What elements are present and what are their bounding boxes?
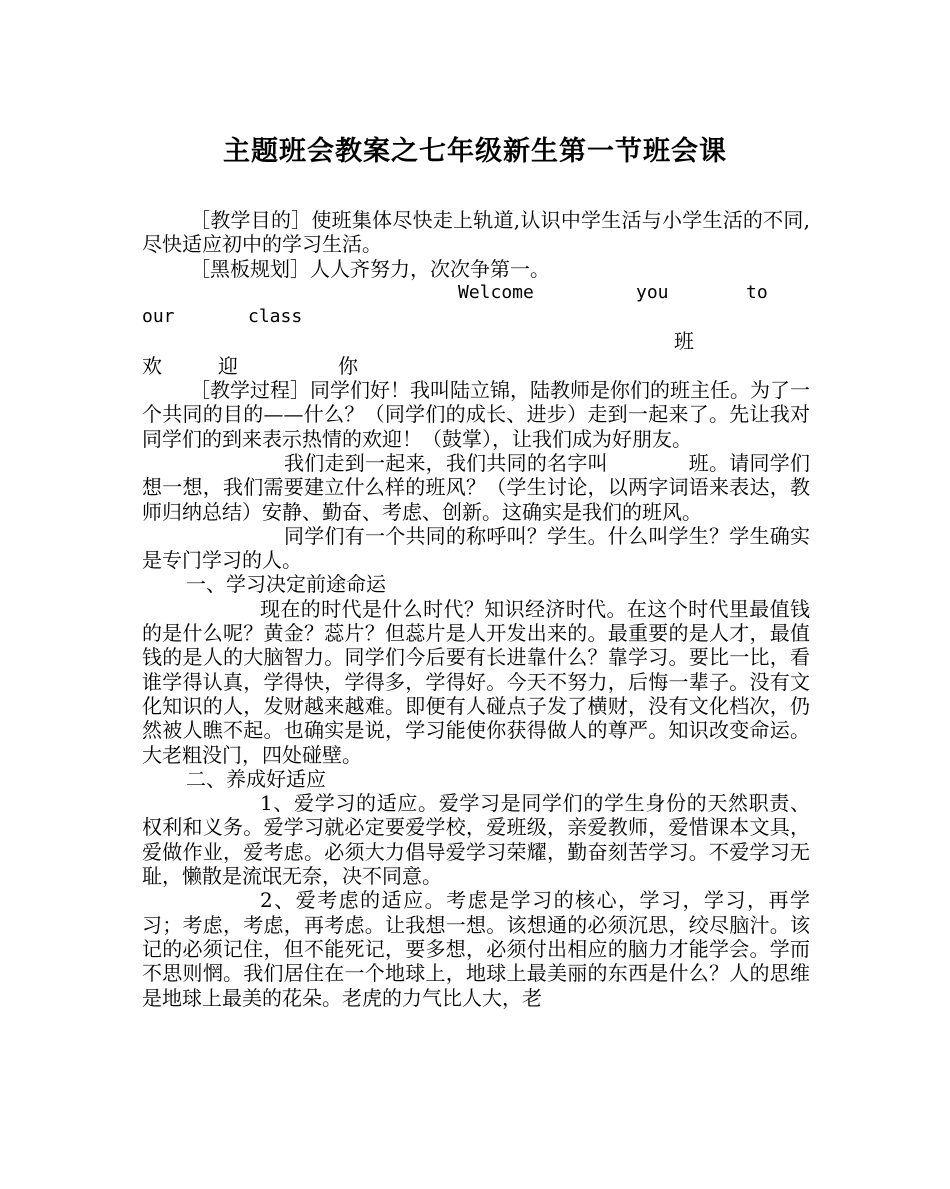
- board-chinese-line-2: [142, 354, 810, 378]
- board-word-ni: 你: [338, 353, 358, 378]
- document-title: 主题班会教案之七年级新生第一节班会课: [223, 136, 727, 167]
- document-body: [142, 208, 810, 1010]
- section-heading-1: 一、学习决定前途命运: [186, 572, 386, 597]
- board-word-class: class: [248, 306, 303, 328]
- board-word-you: you: [636, 281, 669, 303]
- love-thinking-paragraph: 2、爱考虑的适应。考虑是学习的核心，学习，学习，再学习；考虑，考虑，再考虑。让我想一想。该想通的必须沉思，绞尽脑汁。该记的必须记住，但不能死记，要多想，必须付出相应的脑力才能学会。学而不思则惘。我们居住在一个地球上，地球上最美丽的东西是什么？人的思维是地球上最美的花朵。老虎的力气比人大，老: [142, 888, 810, 1010]
- board-english-line-1: [142, 281, 810, 305]
- board-word-our: our: [142, 306, 175, 328]
- board-english-line-2: [142, 305, 810, 329]
- board-word-ying: 迎: [218, 353, 238, 378]
- student-paragraph: 同学们有一个共同的称呼叫？学生。什么叫学生？学生确实是专门学习的人。: [142, 523, 810, 573]
- class-name-paragraph: 我们走到一起来，我们共同的名字叫 班。请同学们想一想，我们需要建立什么样的班风？（学生讨论，以两字词语来表达，教师归纳总结）安静、勤奋、考虑、创新。这确实是我们的班风。: [142, 450, 810, 524]
- board-word-huan: 欢: [142, 353, 162, 378]
- process-paragraph: ［教学过程］同学们好！我叫陆立锦，陆教师是你们的班主任。为了一个共同的目的——什么？（同学们的成长、进步）走到一起来了。先让我对同学们的到来表示热情的欢迎！（鼓掌），让我们成为好朋友。: [142, 378, 810, 451]
- board-word-ban: 班: [674, 329, 694, 354]
- board-paragraph: ［黑板规划］人人齐努力，次次争第一。: [190, 256, 550, 281]
- era-paragraph: 现在的时代是什么时代？知识经济时代。在这个时代里最值钱的是什么呢？黄金？蕊片？但蕊片是人开发出来的。最重要的是人才，最值钱的是人的大脑智力。同学们今后要有长进靠什么？靠学习。要比一比，看谁学得认真，学得快，学得多，学得好。今天不努力，后悔一辈子。没有文化知识的人，发财越来越难。即便有人碰点子发了横财，没有文化档次，仍然被人瞧不起。也确实是说，学习能使你获得做人的尊严。知识改变命运。大老粗没门，四处碰壁。: [142, 596, 810, 767]
- board-word-welcome: Welcome: [458, 281, 534, 303]
- section-heading-2: 二、养成好适应: [186, 766, 326, 791]
- goal-paragraph: ［教学目的］使班集体尽快走上轨道,认识中学生活与小学生活的不同,尽快适应初中的学习生活。: [142, 208, 810, 257]
- love-learning-paragraph: 1、爱学习的适应。爱学习是同学们的学生身份的天然职责、权利和义务。爱学习就必定要爱学校，爱班级，亲爱教师，爱惜课本文具，爱做作业，爱考虑。必须大力倡导爱学习荣耀，勤奋刻苦学习。不爱学习无耻，懒散是流氓无奈，决不同意。: [142, 791, 810, 889]
- board-chinese-line-1: [142, 329, 810, 353]
- board-word-to: to: [746, 281, 768, 303]
